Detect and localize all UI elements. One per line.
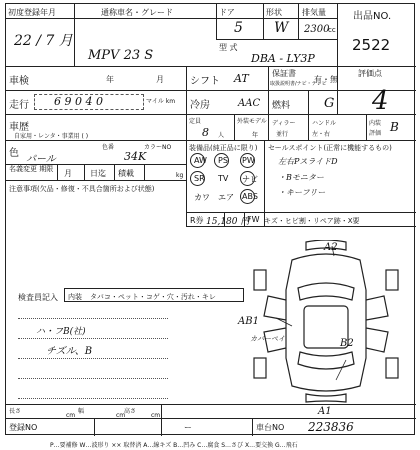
warranty-value: 有・無 <box>314 75 338 84</box>
length-unit: cm <box>66 412 76 419</box>
damage-mark: B2 <box>340 338 354 349</box>
equip-aw: AW <box>194 156 207 165</box>
recycle-label: R券 <box>190 216 204 225</box>
equip-airbag: エア <box>218 193 234 202</box>
fuel-label: 燃料 <box>272 101 291 111</box>
door-label: ドア <box>219 8 235 17</box>
color-value: パール <box>26 154 56 165</box>
history-label: 車歴 <box>9 122 29 133</box>
capacity-value: 8 <box>202 126 209 139</box>
score-label: 評価点 <box>358 69 382 78</box>
equip-leather: カワ <box>194 193 210 202</box>
load-unit: kg <box>176 172 184 179</box>
shift-value: AT <box>234 72 249 85</box>
damage-mark: A1 <box>318 406 332 417</box>
notes-label: 注意事項(欠品・修復・不具合箇所および状態) <box>9 185 155 193</box>
chassis-label: 車台NO <box>256 423 285 432</box>
capacity-unit: 人 <box>218 132 225 139</box>
mileage-value: 6 9 0 4 0 <box>54 95 103 108</box>
inspection-month: 月 <box>156 75 164 84</box>
sales-point: ・Bモニター <box>278 173 324 182</box>
first-reg-label: 初度登録年月 <box>8 8 56 17</box>
damage-mark: カバーペイ <box>250 335 285 343</box>
legend-text: P…要補修 W…波形り ×× 取替済 A…線キズ B…凹み C…腐食 S…さび X…要交換 G…飛石 <box>50 442 298 449</box>
inspector-interior-text: タバコ・ペット・コゲ・穴・汚れ・キレ <box>90 293 216 301</box>
equip-navi: ナビ <box>242 175 258 184</box>
shape-label: 形状 <box>266 8 282 17</box>
inspection-label: 車検 <box>9 76 29 87</box>
equip-pw: PW <box>242 156 255 165</box>
circle-mark <box>240 171 255 186</box>
mileage-unit: マイル km <box>146 98 176 105</box>
circle-mark <box>240 189 255 204</box>
shape-value: W <box>274 20 289 36</box>
width-label: 幅 <box>78 408 85 415</box>
recycle-value: 15,180 円 <box>206 217 250 227</box>
equip-tv: TV <box>218 174 229 183</box>
displacement-value: 2300 <box>304 24 330 35</box>
chassis-value: 223836 <box>308 420 354 434</box>
damage-mark: A2 <box>324 242 338 253</box>
first-reg-value: 22 / 7 月 <box>14 33 73 49</box>
fw-text: キズ・ヒビ割・リペア跡・X要 <box>264 217 360 225</box>
sales-point: ・キーフリー <box>278 188 326 197</box>
height-label: 高さ <box>124 408 137 415</box>
change-month: 月 <box>64 169 72 178</box>
interior-value: B <box>390 120 399 134</box>
mileage-label: 走行 <box>9 100 29 111</box>
displacement-unit: cc <box>328 26 336 34</box>
warranty-sub: 取扱説明書/ナビ・テレビ <box>270 81 327 87</box>
door-value: 5 <box>234 20 243 36</box>
sale-no-label: 出品NO. <box>353 11 392 22</box>
inspection-year: 年 <box>106 75 114 84</box>
circle-mark <box>214 153 229 168</box>
equip-ps: PS <box>218 156 228 165</box>
height-unit: cm <box>151 412 161 419</box>
model-value: MPV 23 S <box>88 48 154 63</box>
equip-abs: ABS <box>242 192 258 201</box>
interior-sub: 評価 <box>369 130 382 137</box>
color-label: 色 <box>9 148 19 159</box>
handle-value: 左・右 <box>312 131 331 138</box>
circle-mark <box>240 153 255 168</box>
aircon-label: 冷房 <box>190 100 210 111</box>
reg-no-label: 登録NO <box>9 423 38 432</box>
equip-grid <box>192 154 262 208</box>
equip-label: 装備品(純正品に限り) <box>189 144 258 152</box>
change-label: 名義変更 期限 <box>9 165 54 173</box>
history-sub: 自家用・レンタ・事業用 ( ) <box>14 133 89 140</box>
change-load: 積載 <box>118 169 134 178</box>
warranty-label: 保証書 <box>272 69 296 78</box>
aircon-value: AAC <box>238 98 261 109</box>
car-diagram <box>246 240 406 404</box>
damage-mark: AB1 <box>238 316 259 327</box>
handle-label: ハンドル <box>312 120 337 127</box>
shift-label: シフト <box>190 76 220 87</box>
change-day: 日迄 <box>90 169 106 178</box>
fuel-value: G <box>324 96 335 111</box>
auction-sheet <box>5 3 415 435</box>
displacement-label: 排気量 <box>302 8 326 17</box>
capacity-label: 定員 <box>189 118 202 125</box>
sales-label: セールスポイント(正常に機能するもの) <box>268 144 392 152</box>
inspector-label: 検査員記入 <box>18 293 58 302</box>
circle-mark <box>190 153 205 168</box>
circle-mark <box>190 171 205 186</box>
model-grade-label: 通称車名・グレード <box>101 8 173 17</box>
inspector-note: ハ・フB(社) <box>36 327 86 337</box>
length-label: 長さ <box>9 408 22 415</box>
score-value: 4 <box>372 86 389 116</box>
color-code-label: カラーNO <box>144 144 172 151</box>
model-code-value: DBA - LY3P <box>251 52 315 65</box>
model-change-value: 年 <box>252 132 259 139</box>
reg-dash: ー <box>184 423 192 432</box>
color-no-value: 34K <box>124 150 147 163</box>
interior-label: 内装 <box>369 120 382 127</box>
model-code-label: 型 式 <box>219 43 238 52</box>
color-no-label: 色番 <box>102 144 115 151</box>
equip-sr: SR <box>194 174 205 183</box>
dealer-label: ディラー <box>272 120 296 127</box>
inspector-interior-label: 内装 <box>68 293 82 301</box>
fw-label: FW <box>247 215 260 224</box>
inspector-note: チズル、B <box>46 346 93 357</box>
sales-point: 左右PスライドD <box>278 157 338 166</box>
dealer-sub: 並行 <box>276 131 289 138</box>
sale-no: 2522 <box>352 36 391 54</box>
model-change-label: 外装モデル <box>237 118 267 125</box>
width-unit: cm <box>116 412 126 419</box>
